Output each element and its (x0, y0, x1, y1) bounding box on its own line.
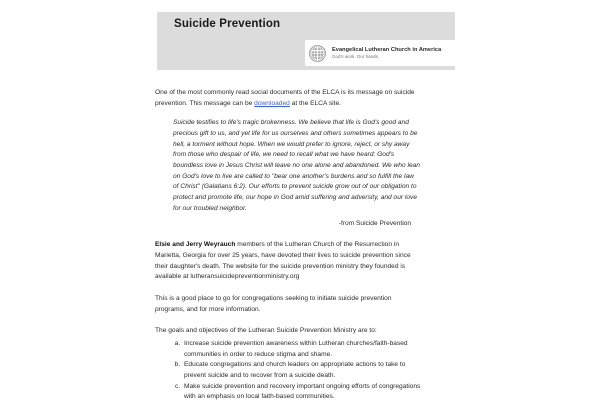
weyrauch-description: members of the Lutheran Church of the Resurrection in Marietta, Georgia for over 25 years, have devoted their lives to suicide prevention since their daughter's death. The website for the suicide prevention ministry they founded is available at lutheransuicidepreventionministry.org (155, 241, 411, 281)
goals-intro-paragraph: The goals and objectives of the Lutheran Suicide Prevention Ministry are to: (155, 327, 377, 335)
list-item: a. Increase suicide prevention awareness within Lutheran churches/faith-based communities in order to reduce stigma and shame. (182, 339, 423, 360)
pullquote-text: Suicide testifies to life's tragic brokenness. We believe that life is God's good and precious gift to us, and yet life for us ourselves and others sometimes appears to be hell, a torment without hope. When we would prefer to ignore, reject, or shy away from those who despair of life, we need to recall what we have heard: God's boundless love in Jesus Christ will leave no one alone and abandoned. We who lean on God's love to live are called to "bear one another's burdens and so fulfill the law of Christ" (Galatians 6:2). Our efforts to prevent suicide grow out of our obligation to protect and promote life, our hope in God amid suffering and adversity, and our love for our troubled neighbor. (173, 119, 420, 212)
logo-organization-name: Evangelical Lutheran Church in America (332, 46, 442, 53)
pullquote-attribution: -from Suicide Prevention (338, 220, 411, 228)
document-body (155, 88, 423, 403)
weyrauch-paragraph (155, 240, 423, 283)
good-place-paragraph: This is a good place to go for congregations seeking to initiate suicide prevention programs, and for more information. (155, 295, 392, 313)
intro-text-after-link: at the ELCA site. (289, 99, 341, 107)
list-item: b. Educate congregations and church leaders on appropriate actions to take to prevent suicide and to recover from a suicide death. (182, 360, 423, 381)
logo-tagline: God's work. Our hands. (332, 53, 380, 59)
pullquote-block (173, 118, 421, 227)
weyrauch-names: Elsie and Jerry Weyrauch (155, 241, 236, 249)
list-item: c. Make suicide prevention and recovery important ongoing efforts of congregations with an emphasis on local faith-based communities. (182, 382, 423, 403)
goals-list (155, 339, 423, 403)
elca-globe-cross-emblem (308, 44, 327, 63)
intro-paragraph (155, 88, 423, 109)
elca-logo-lockup (305, 40, 460, 66)
downloaded-link[interactable]: downloaded (254, 99, 290, 107)
page-title: Suicide Prevention (174, 18, 281, 30)
intro-text-before-link: One of the most commonly read social documents of the ELCA is its message on suicide prevention. This message can be (155, 89, 415, 107)
